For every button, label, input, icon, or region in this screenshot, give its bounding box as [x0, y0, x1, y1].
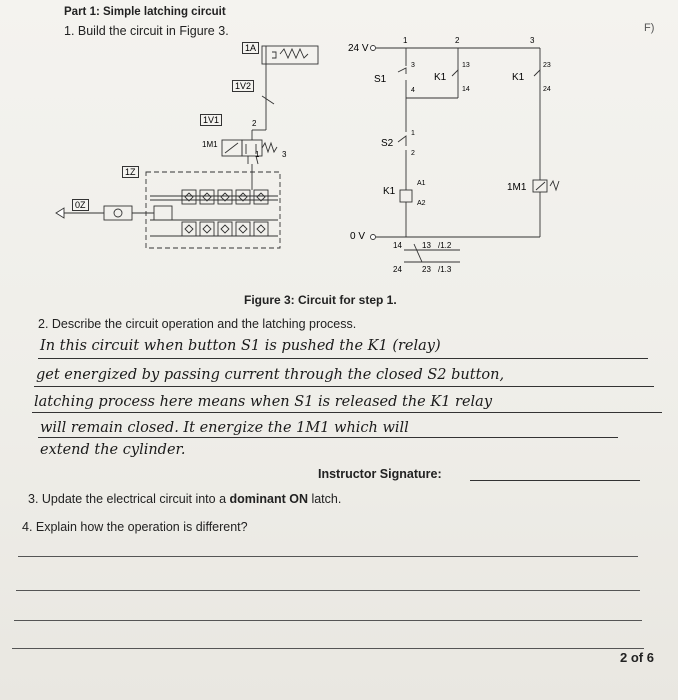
s2-switch	[398, 136, 406, 146]
label-0z: 0Z	[72, 199, 89, 211]
manifold-port-1	[182, 190, 196, 204]
manifold-port-8	[218, 222, 232, 236]
label-24v: 24 V	[348, 43, 369, 54]
manifold-port-9	[236, 222, 250, 236]
label-port-1: 1	[255, 150, 260, 159]
answer-rule-1[interactable]	[18, 556, 638, 557]
k1-contact-2-symbol	[534, 70, 540, 84]
label-port-2: 2	[252, 119, 257, 128]
manifold-1z	[146, 172, 280, 248]
answer-line-3: latching process here means when S1 is released the K1 relay	[34, 394, 493, 410]
label-terminal-23: 23	[543, 62, 551, 69]
label-1v1: 1V1	[200, 114, 222, 126]
label-s2: S2	[381, 138, 394, 149]
signature-label: Instructor Signature:	[318, 467, 442, 481]
label-1m1-electric: 1M1	[507, 182, 527, 193]
label-port-3: 3	[282, 150, 287, 159]
label-terminal-14: 14	[462, 86, 470, 93]
label-rung-1: 1	[403, 36, 408, 45]
cylinder-1a	[262, 46, 318, 64]
s1-switch	[398, 68, 406, 74]
question-2: 2. Describe the circuit operation and the latching process.	[38, 317, 357, 331]
label-1z: 1Z	[122, 166, 139, 178]
label-k1-coil: K1	[383, 186, 396, 197]
label-terminal-13: 13	[462, 62, 470, 69]
label-rung-2: 2	[455, 36, 460, 45]
xref-r1-b: 13	[422, 241, 431, 250]
k1-coil-symbol	[400, 190, 412, 202]
label-coil-a2: A2	[417, 200, 426, 207]
figure-caption: Figure 3: Circuit for step 1.	[244, 293, 397, 307]
xref-r1-c: /1.2	[438, 241, 452, 250]
label-1v2: 1V2	[232, 80, 254, 92]
answer-underline-3	[32, 412, 662, 413]
label-terminal-24: 24	[543, 86, 551, 93]
answer-line-1: In this circuit when button S1 is pushed the K1 (relay)	[40, 338, 441, 354]
xref-r2-a: 24	[393, 265, 402, 274]
signature-line[interactable]	[470, 480, 640, 481]
label-terminal-3: 3	[411, 62, 415, 69]
label-0v: 0 V	[350, 231, 366, 242]
answer-rule-4[interactable]	[12, 648, 644, 649]
label-terminal-1: 1	[411, 130, 415, 137]
part-title: Part 1: Simple latching circuit	[64, 6, 226, 18]
k1-contact-1-symbol	[452, 70, 458, 84]
label-rung-3: 3	[530, 36, 535, 45]
answer-line-2: get energized by passing current through the closed S2 button,	[36, 367, 505, 383]
label-terminal-4: 4	[411, 87, 415, 94]
page-number: 2 of 6	[620, 650, 654, 665]
manifold-port-6	[182, 222, 196, 236]
label-k1-contact-2: K1	[512, 72, 525, 83]
answer-rule-2[interactable]	[16, 590, 640, 591]
answer-line-5: extend the cylinder.	[40, 442, 186, 458]
label-coil-a1: A1	[417, 180, 426, 187]
label-k1-contact-1: K1	[434, 72, 447, 83]
cylinder-spring	[280, 49, 308, 58]
question-3: 3. Update the electrical circuit into a dominant ON latch.	[28, 492, 342, 506]
answer-rule-3[interactable]	[14, 620, 642, 621]
label-1m1: 1M1	[202, 140, 218, 149]
manifold-port-3	[218, 190, 232, 204]
label-1a: 1A	[242, 42, 259, 54]
label-terminal-2: 2	[411, 150, 415, 157]
label-s1: S1	[374, 74, 387, 85]
manifold-port-5	[254, 190, 268, 204]
answer-line-4: will remain closed. It energize the 1M1 which will	[40, 420, 409, 436]
manifold-port-7	[200, 222, 214, 236]
manifold-inlet	[154, 206, 172, 220]
xref-r2-c: /1.3	[438, 265, 452, 274]
supply-0z-box	[104, 206, 132, 220]
circuit-figure	[0, 0, 678, 300]
answer-underline-2	[34, 386, 654, 387]
manifold-port-2	[200, 190, 214, 204]
xref-r2-b: 23	[422, 265, 431, 274]
answer-underline-4	[38, 437, 618, 438]
question-1: 1. Build the circuit in Figure 3.	[64, 24, 229, 38]
manifold-port-4	[236, 190, 250, 204]
corner-mark: F)	[644, 22, 655, 34]
manifold-port-10	[254, 222, 268, 236]
question-4: 4. Explain how the operation is different?	[22, 520, 248, 534]
answer-underline-1	[38, 358, 648, 359]
xref-r1-a: 14	[393, 241, 402, 250]
